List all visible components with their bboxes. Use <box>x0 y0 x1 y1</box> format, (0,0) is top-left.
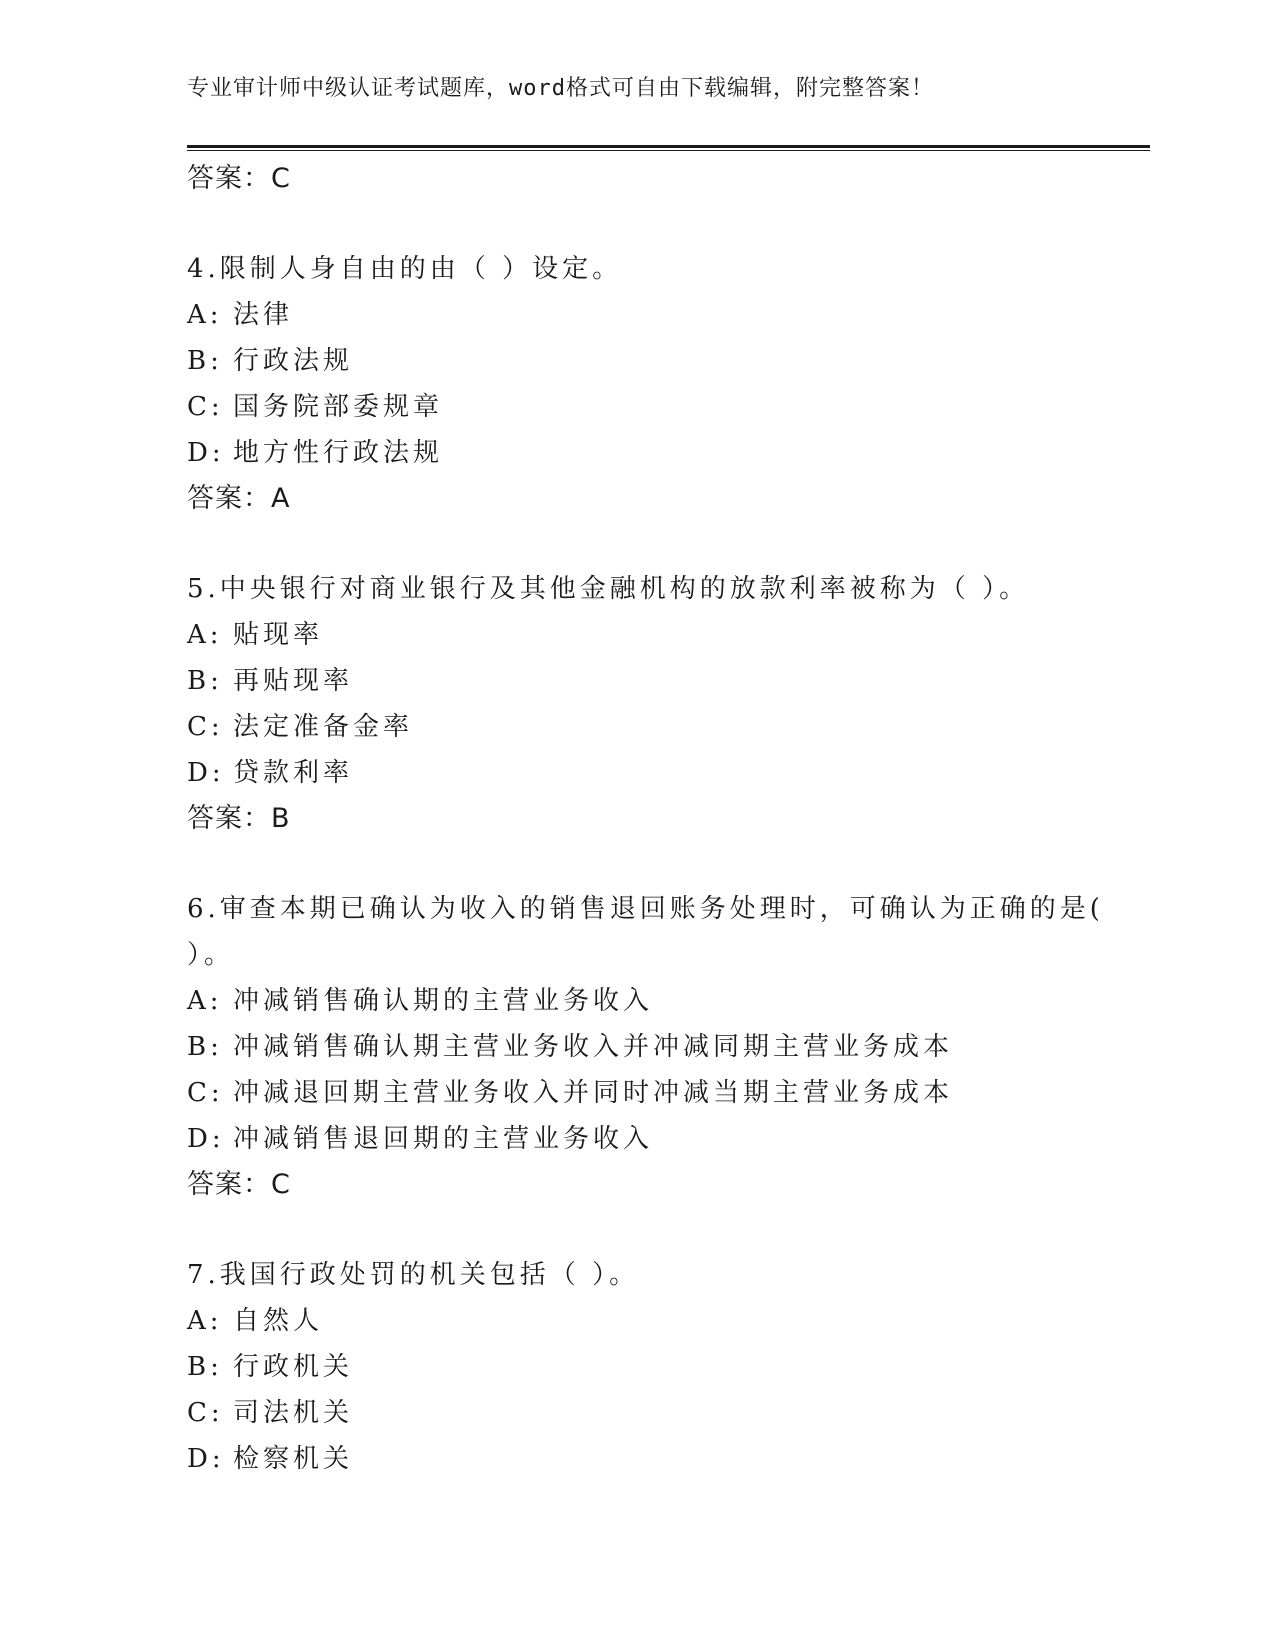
option-c <box>187 1070 1087 1116</box>
page-header: 专业审计师中级认证考试题库，word格式可自由下载编辑，附完整答案！ <box>187 76 934 101</box>
answer-value: C <box>271 163 291 194</box>
answer-label: 答案： <box>187 803 271 834</box>
option-text: 贴现率 <box>233 620 324 650</box>
answer-label: 答案： <box>187 163 271 194</box>
answer-line <box>187 156 1087 202</box>
answer-line <box>187 476 1087 522</box>
option-a <box>187 1298 1087 1344</box>
question-stem: 7.我国行政处罚的机关包括（ ）。 <box>187 1260 640 1290</box>
option-text: 地方性行政法规 <box>233 438 444 468</box>
option-letter: D: <box>187 438 225 468</box>
option-b <box>187 658 1087 704</box>
option-b <box>187 1344 1087 1390</box>
question-block <box>187 246 1087 522</box>
option-text: 检察机关 <box>233 1444 354 1474</box>
option-d <box>187 1116 1087 1162</box>
option-b <box>187 338 1087 384</box>
answer-value: B <box>271 803 291 834</box>
question-stem: 5.中央银行对商业银行及其他金融机构的放款利率被称为（ ）。 <box>187 574 1030 604</box>
option-letter: C: <box>187 1398 224 1428</box>
question-stem: 4.限制人身自由的由（ ）设定。 <box>187 254 623 284</box>
question-block <box>187 886 1104 1208</box>
option-letter: B: <box>187 346 223 376</box>
option-letter: B: <box>187 1032 223 1062</box>
option-letter: D: <box>187 1124 225 1154</box>
question-block <box>187 566 1087 842</box>
question-block <box>187 1252 1087 1482</box>
option-a <box>187 292 1087 338</box>
option-text: 行政法规 <box>233 346 354 376</box>
option-letter: C: <box>187 392 224 422</box>
option-text: 冲减退回期主营业务收入并同时冲减当期主营业务成本 <box>233 1078 954 1108</box>
answer-value: A <box>271 483 291 514</box>
answer-value: C <box>271 1169 291 1200</box>
question-stem-continuation: ）。 <box>187 940 235 970</box>
question-list <box>187 156 1104 1482</box>
option-text: 再贴现率 <box>233 666 354 696</box>
answer-label: 答案： <box>187 483 271 514</box>
option-text: 法律 <box>233 300 294 330</box>
option-a <box>187 612 1087 658</box>
option-c <box>187 1390 1087 1436</box>
option-text: 国务院部委规章 <box>233 392 444 422</box>
answer-label: 答案： <box>187 1169 271 1200</box>
option-letter: D: <box>187 758 225 788</box>
option-text: 冲减销售确认期主营业务收入并冲减同期主营业务成本 <box>233 1032 954 1062</box>
option-letter: B: <box>187 1352 223 1382</box>
option-d <box>187 1436 1087 1482</box>
option-c <box>187 384 1087 430</box>
option-letter: C: <box>187 1078 224 1108</box>
option-b <box>187 1024 1087 1070</box>
option-letter: A: <box>187 620 223 650</box>
option-letter: A: <box>187 300 223 330</box>
option-c <box>187 704 1087 750</box>
option-text: 冲减销售确认期的主营业务收入 <box>233 986 654 1016</box>
option-a <box>187 978 1087 1024</box>
header-rule-thick <box>187 145 1150 148</box>
option-letter: A: <box>187 986 223 1016</box>
answer-line <box>187 1162 1087 1208</box>
option-letter: C: <box>187 712 224 742</box>
option-letter: A: <box>187 1306 223 1336</box>
option-text: 冲减销售退回期的主营业务收入 <box>233 1124 654 1154</box>
option-d <box>187 430 1087 476</box>
option-letter: D: <box>187 1444 225 1474</box>
option-text: 法定准备金率 <box>233 712 414 742</box>
option-text: 行政机关 <box>233 1352 354 1382</box>
option-letter: B: <box>187 666 223 696</box>
question-stem: 6.审查本期已确认为收入的销售退回账务处理时，可确认为正确的是( <box>187 894 1104 924</box>
option-text: 司法机关 <box>233 1398 354 1428</box>
option-text: 自然人 <box>233 1306 324 1336</box>
option-text: 贷款利率 <box>233 758 354 788</box>
option-d <box>187 750 1087 796</box>
answer-line <box>187 796 1087 842</box>
header-rule-thin <box>187 150 1150 151</box>
